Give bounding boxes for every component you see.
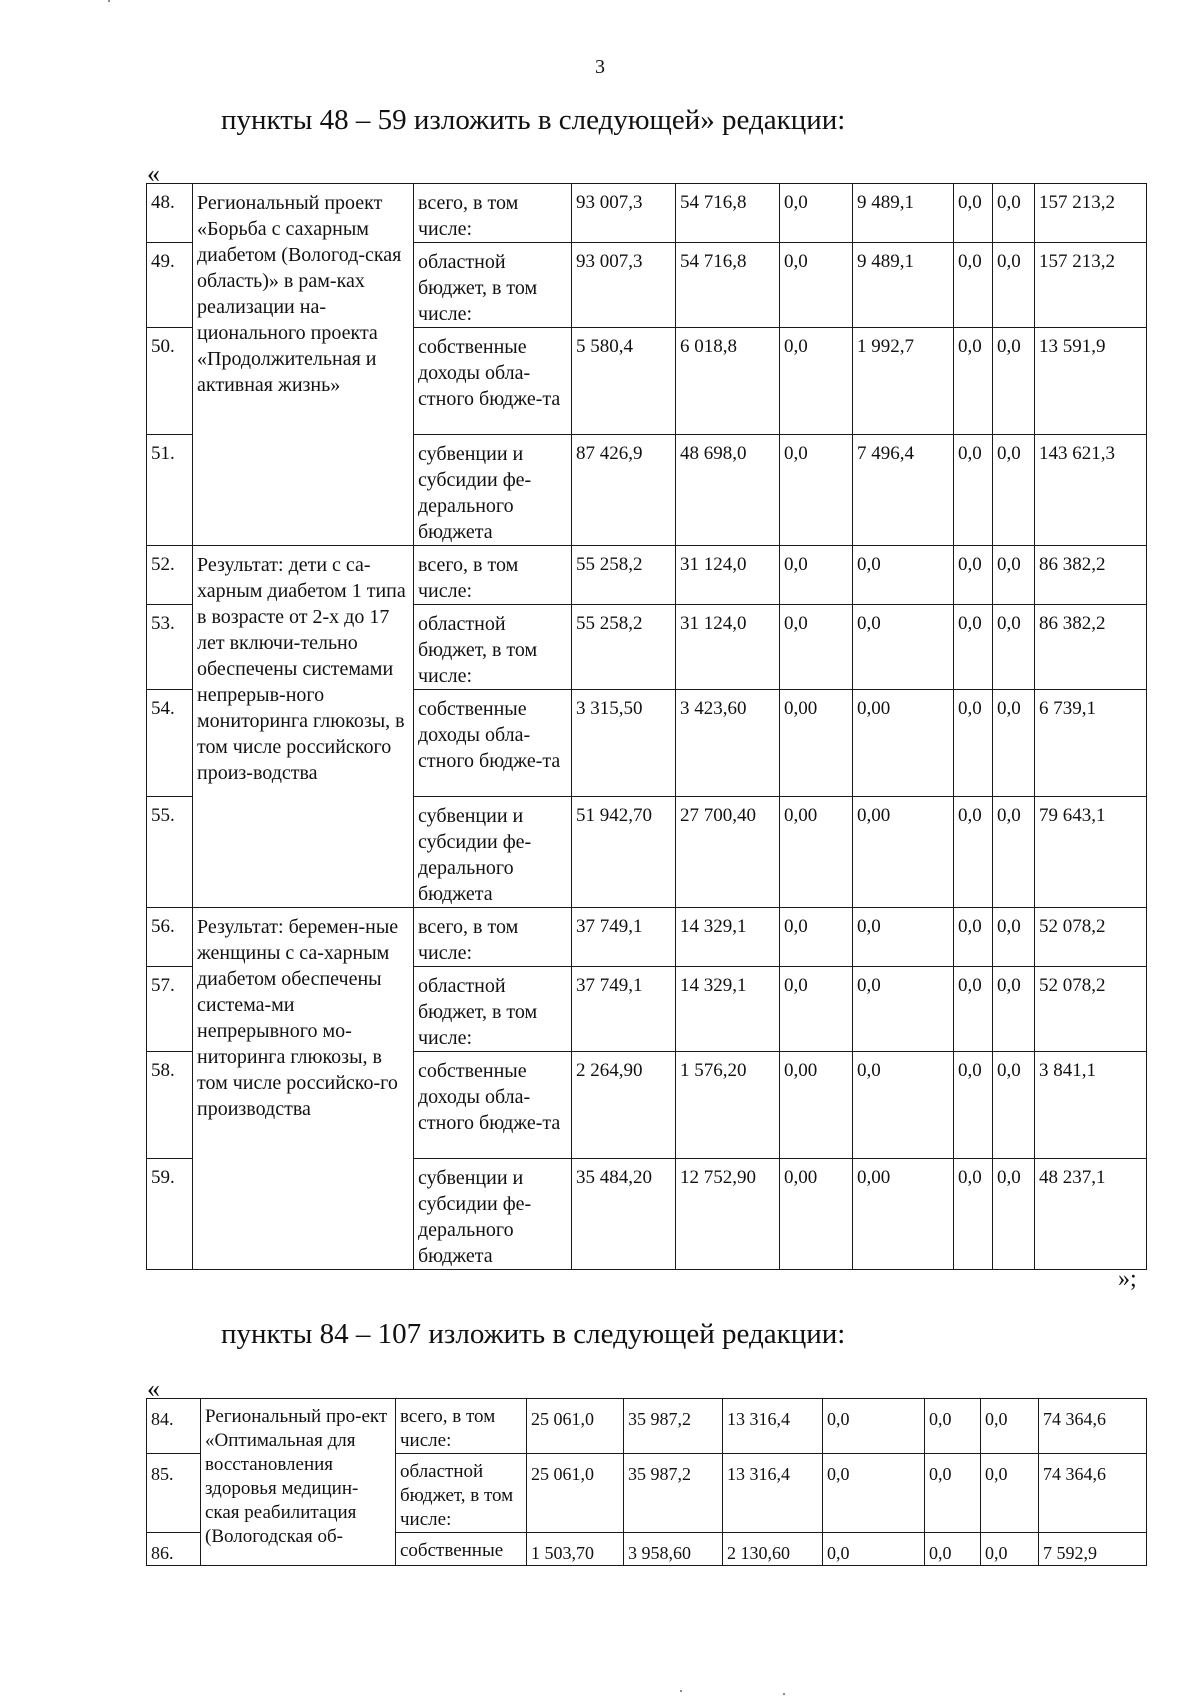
value-cell: 0,0 xyxy=(993,967,1035,1052)
value-cell: 0,0 xyxy=(981,1533,1039,1566)
section1-heading: пункты 48 – 59 изложить в следующей» редакции: xyxy=(221,104,846,136)
value-cell: 2 130,60 xyxy=(723,1533,823,1566)
value-cell: 25 061,0 xyxy=(527,1399,624,1454)
value-cell: 31 124,0 xyxy=(676,605,780,690)
value-cell: 0,0 xyxy=(954,243,993,328)
row-number: 54. xyxy=(147,690,193,797)
funding-source: областной бюджет, в том числе: xyxy=(396,1454,527,1533)
funding-source: всего, в том числе: xyxy=(414,546,572,605)
value-cell: 3 315,50 xyxy=(572,690,676,797)
value-cell: 7 496,4 xyxy=(853,435,954,546)
value-cell: 0,0 xyxy=(780,435,853,546)
value-cell: 0,0 xyxy=(780,328,853,435)
value-cell: 0,0 xyxy=(981,1454,1039,1533)
value-cell: 0,0 xyxy=(981,1399,1039,1454)
value-cell: 1 503,70 xyxy=(527,1533,624,1566)
group-label: Региональный проект «Борьба с сахарным диабетом (Вологод-ская область)» в рам-ках реализации на-ционального проекта «Продолжительная и активная жизнь» xyxy=(193,184,414,546)
value-cell: 48 237,1 xyxy=(1035,1159,1147,1270)
value-cell: 0,0 xyxy=(823,1399,925,1454)
value-cell: 0,0 xyxy=(993,605,1035,690)
value-cell: 0,0 xyxy=(993,1052,1035,1159)
value-cell: 52 078,2 xyxy=(1035,908,1147,967)
row-number: 53. xyxy=(147,605,193,690)
section2-open-quote: « xyxy=(147,1374,160,1403)
value-cell: 0,0 xyxy=(853,605,954,690)
row-number: 57. xyxy=(147,967,193,1052)
value-cell: 0,0 xyxy=(993,908,1035,967)
value-cell: 0,0 xyxy=(780,546,853,605)
value-cell: 35 987,2 xyxy=(624,1454,723,1533)
value-cell: 0,0 xyxy=(823,1454,925,1533)
value-cell: 74 364,6 xyxy=(1039,1399,1147,1454)
row-number: 51. xyxy=(147,435,193,546)
scan-mark xyxy=(108,0,110,2)
table-row xyxy=(147,184,1147,243)
value-cell: 0,0 xyxy=(853,908,954,967)
value-cell: 74 364,6 xyxy=(1039,1454,1147,1533)
value-cell: 3 958,60 xyxy=(624,1533,723,1566)
value-cell: 0,00 xyxy=(780,1159,853,1270)
value-cell: 0,0 xyxy=(954,605,993,690)
row-number: 85. xyxy=(147,1454,201,1533)
funding-source: собственные доходы обла-стного бюдже-та xyxy=(414,328,572,435)
row-number: 58. xyxy=(147,1052,193,1159)
page-number: 3 xyxy=(595,56,605,78)
value-cell: 0,0 xyxy=(780,184,853,243)
value-cell: 0,0 xyxy=(780,243,853,328)
table-row xyxy=(147,908,1147,967)
row-number: 52. xyxy=(147,546,193,605)
funding-source: субвенции и субсидии фе-дерального бюджета xyxy=(414,797,572,908)
value-cell: 0,0 xyxy=(954,184,993,243)
funding-source: всего, в том числе: xyxy=(414,184,572,243)
value-cell: 35 987,2 xyxy=(624,1399,723,1454)
value-cell: 31 124,0 xyxy=(676,546,780,605)
value-cell: 0,0 xyxy=(954,690,993,797)
value-cell: 0,00 xyxy=(853,797,954,908)
table-row xyxy=(147,1399,1147,1454)
section2-heading: пункты 84 – 107 изложить в следующей редакции: xyxy=(221,1318,846,1350)
funding-source: субвенции и субсидии фе-дерального бюджета xyxy=(414,1159,572,1270)
value-cell: 143 621,3 xyxy=(1035,435,1147,546)
value-cell: 55 258,2 xyxy=(572,605,676,690)
value-cell: 0,0 xyxy=(993,690,1035,797)
value-cell: 1 992,7 xyxy=(853,328,954,435)
value-cell: 0,0 xyxy=(954,328,993,435)
scan-mark xyxy=(680,1690,682,1692)
row-number: 48. xyxy=(147,184,193,243)
value-cell: 0,0 xyxy=(993,546,1035,605)
value-cell: 48 698,0 xyxy=(676,435,780,546)
value-cell: 14 329,1 xyxy=(676,967,780,1052)
funding-source: собственные доходы обла-стного бюдже-та xyxy=(414,1052,572,1159)
value-cell: 0,00 xyxy=(780,1052,853,1159)
value-cell: 13 316,4 xyxy=(723,1454,823,1533)
value-cell: 0,0 xyxy=(780,908,853,967)
value-cell: 54 716,8 xyxy=(676,243,780,328)
value-cell: 27 700,40 xyxy=(676,797,780,908)
table-points-48-59-body xyxy=(147,184,1147,1270)
value-cell: 0,0 xyxy=(993,184,1035,243)
table-points-84-107-body xyxy=(147,1399,1147,1566)
value-cell: 35 484,20 xyxy=(572,1159,676,1270)
funding-source: собственные xyxy=(396,1533,527,1566)
value-cell: 13 316,4 xyxy=(723,1399,823,1454)
value-cell: 0,00 xyxy=(780,797,853,908)
value-cell: 51 942,70 xyxy=(572,797,676,908)
table-row xyxy=(147,546,1147,605)
value-cell: 0,0 xyxy=(954,797,993,908)
value-cell: 0,0 xyxy=(954,546,993,605)
value-cell: 9 489,1 xyxy=(853,184,954,243)
value-cell: 54 716,8 xyxy=(676,184,780,243)
group-label: Региональный про-ект «Оптимальная для восстановления здоровья медицин-ская реабилитация (Вологодская об- xyxy=(201,1399,396,1566)
value-cell: 0,0 xyxy=(780,605,853,690)
section1-open-quote: « xyxy=(147,159,160,188)
value-cell: 0,0 xyxy=(853,967,954,1052)
value-cell: 0,00 xyxy=(780,690,853,797)
value-cell: 0,0 xyxy=(993,797,1035,908)
value-cell: 5 580,4 xyxy=(572,328,676,435)
value-cell: 12 752,90 xyxy=(676,1159,780,1270)
value-cell: 7 592,9 xyxy=(1039,1533,1147,1566)
value-cell: 0,0 xyxy=(853,546,954,605)
funding-source: всего, в том числе: xyxy=(414,908,572,967)
value-cell: 0,00 xyxy=(853,690,954,797)
funding-source: областной бюджет, в том числе: xyxy=(414,605,572,690)
funding-source: субвенции и субсидии фе-дерального бюджета xyxy=(414,435,572,546)
row-number: 50. xyxy=(147,328,193,435)
funding-source: всего, в том числе: xyxy=(396,1399,527,1454)
value-cell: 0,0 xyxy=(925,1533,981,1566)
value-cell: 0,0 xyxy=(780,967,853,1052)
row-number: 55. xyxy=(147,797,193,908)
value-cell: 157 213,2 xyxy=(1035,243,1147,328)
value-cell: 37 749,1 xyxy=(572,908,676,967)
value-cell: 0,0 xyxy=(954,1159,993,1270)
table-points-84-107 xyxy=(146,1398,1147,1566)
value-cell: 157 213,2 xyxy=(1035,184,1147,243)
funding-source: собственные доходы обла-стного бюдже-та xyxy=(414,690,572,797)
value-cell: 87 426,9 xyxy=(572,435,676,546)
value-cell: 0,0 xyxy=(853,1052,954,1159)
row-number: 56. xyxy=(147,908,193,967)
scan-mark xyxy=(783,1693,785,1695)
value-cell: 52 078,2 xyxy=(1035,967,1147,1052)
funding-source: областной бюджет, в том числе: xyxy=(414,967,572,1052)
funding-source: областной бюджет, в том числе: xyxy=(414,243,572,328)
value-cell: 0,0 xyxy=(993,435,1035,546)
value-cell: 86 382,2 xyxy=(1035,546,1147,605)
row-number: 84. xyxy=(147,1399,201,1454)
row-number: 59. xyxy=(147,1159,193,1270)
value-cell: 3 841,1 xyxy=(1035,1052,1147,1159)
value-cell: 55 258,2 xyxy=(572,546,676,605)
value-cell: 14 329,1 xyxy=(676,908,780,967)
table-points-48-59 xyxy=(146,183,1147,1270)
value-cell: 0,0 xyxy=(925,1399,981,1454)
value-cell: 1 576,20 xyxy=(676,1052,780,1159)
value-cell: 0,0 xyxy=(993,328,1035,435)
section1-close-quote: »; xyxy=(1118,1266,1137,1292)
value-cell: 2 264,90 xyxy=(572,1052,676,1159)
value-cell: 0,0 xyxy=(954,435,993,546)
value-cell: 0,0 xyxy=(925,1454,981,1533)
value-cell: 86 382,2 xyxy=(1035,605,1147,690)
value-cell: 0,0 xyxy=(993,1159,1035,1270)
value-cell: 93 007,3 xyxy=(572,184,676,243)
value-cell: 0,0 xyxy=(954,967,993,1052)
value-cell: 93 007,3 xyxy=(572,243,676,328)
value-cell: 0,00 xyxy=(853,1159,954,1270)
group-label: Результат: беремен-ные женщины с са-харным диабетом обеспечены система-ми непрерывного мо-ниторинга глюкозы, в том числе российско-го производства xyxy=(193,908,414,1270)
value-cell: 0,0 xyxy=(823,1533,925,1566)
value-cell: 9 489,1 xyxy=(853,243,954,328)
row-number: 49. xyxy=(147,243,193,328)
value-cell: 6 739,1 xyxy=(1035,690,1147,797)
value-cell: 3 423,60 xyxy=(676,690,780,797)
row-number: 86. xyxy=(147,1533,201,1566)
value-cell: 13 591,9 xyxy=(1035,328,1147,435)
value-cell: 79 643,1 xyxy=(1035,797,1147,908)
value-cell: 25 061,0 xyxy=(527,1454,624,1533)
group-label: Результат: дети с са-харным диабетом 1 типа в возрасте от 2-х до 17 лет включи-тельно обеспечены системами непрерыв-ного мониторинга глюкозы, в том числе российского произ-водства xyxy=(193,546,414,908)
value-cell: 0,0 xyxy=(954,908,993,967)
value-cell: 0,0 xyxy=(993,243,1035,328)
value-cell: 6 018,8 xyxy=(676,328,780,435)
value-cell: 37 749,1 xyxy=(572,967,676,1052)
value-cell: 0,0 xyxy=(954,1052,993,1159)
